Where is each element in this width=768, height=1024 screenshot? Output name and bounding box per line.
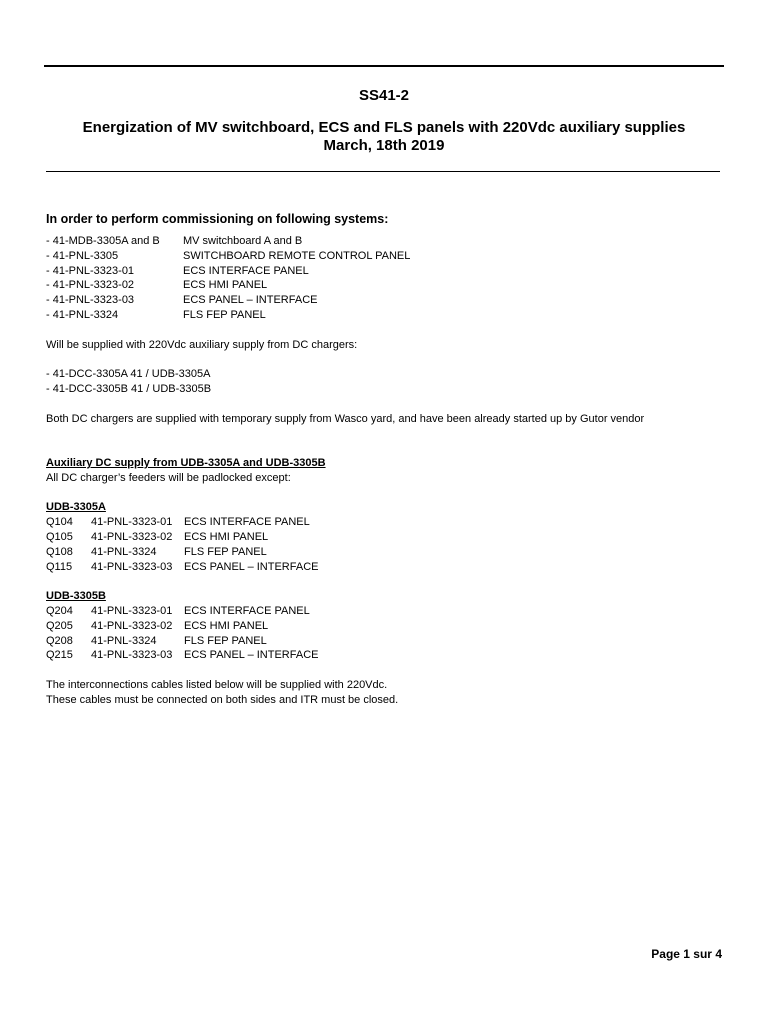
feeder-row xyxy=(46,619,726,634)
feeder-row xyxy=(46,604,726,619)
document-body xyxy=(46,210,726,708)
title-date: March, 18th 2019 xyxy=(323,137,445,154)
feeder-id: Q215 xyxy=(46,649,73,662)
feeder-panel: 41-PNL-3323-02 xyxy=(91,619,173,632)
feeder-desc: ECS INTERFACE PANEL xyxy=(184,516,310,529)
feeder-id: Q208 xyxy=(46,634,73,647)
feeder-row xyxy=(46,634,726,649)
spacer xyxy=(46,486,726,501)
spacer xyxy=(46,397,726,412)
system-tag: - 41-PNL-3324 xyxy=(46,308,119,321)
feeder-panel: 41-PNL-3323-01 xyxy=(91,516,173,529)
feeder-row xyxy=(46,560,726,575)
feeder-desc: ECS INTERFACE PANEL xyxy=(184,604,310,617)
charger-item: - 41-DCC-3305B 41 / UDB-3305B xyxy=(46,382,212,395)
system-desc: ECS INTERFACE PANEL xyxy=(183,264,309,277)
feeder-panel: 41-PNL-3323-02 xyxy=(91,530,173,543)
feeder-row xyxy=(46,545,726,560)
feeder-row xyxy=(46,515,726,530)
feeder-row xyxy=(46,648,726,663)
group-name: UDB-3305B xyxy=(46,590,106,603)
feeder-id: Q204 xyxy=(46,604,73,617)
feeder-desc: FLS FEP PANEL xyxy=(184,634,267,647)
feeder-row xyxy=(46,530,726,545)
aux-heading: Auxiliary DC supply from UDB-3305A and UDB-3305B xyxy=(46,456,326,469)
closing-line-2: These cables must be connected on both sides and ITR must be closed. xyxy=(46,693,399,706)
aux-subtext: All DC charger’s feeders will be padlocked except: xyxy=(46,471,291,484)
systems-list xyxy=(46,234,726,323)
system-row xyxy=(46,234,726,249)
feeder-id: Q205 xyxy=(46,619,73,632)
feeder-desc: ECS PANEL – INTERFACE xyxy=(184,560,319,573)
system-desc: MV switchboard A and B xyxy=(183,235,303,247)
charger-item: - 41-DCC-3305A 41 / UDB-3305A xyxy=(46,368,211,381)
feeder-id: Q115 xyxy=(46,560,73,573)
system-row xyxy=(46,264,726,279)
system-row xyxy=(46,249,726,264)
feeder-panel: 41-PNL-3323-03 xyxy=(91,560,173,573)
title-rule xyxy=(46,171,720,172)
system-tag: - 41-PNL-3305 xyxy=(46,249,119,262)
feeder-id: Q105 xyxy=(46,530,73,543)
intro-heading: In order to perform commissioning on following systems: xyxy=(46,212,389,226)
feeder-desc: ECS HMI PANEL xyxy=(184,619,269,632)
feeder-id: Q104 xyxy=(46,516,73,529)
group-name: UDB-3305A xyxy=(46,501,106,514)
document-code: SS41-2 xyxy=(358,87,410,104)
system-desc: ECS PANEL – INTERFACE xyxy=(183,294,318,307)
feeder-panel: 41-PNL-3324 xyxy=(91,545,157,558)
feeder-panel: 41-PNL-3323-03 xyxy=(91,649,173,662)
spacer xyxy=(46,323,726,338)
feeder-group-a xyxy=(46,500,726,574)
supply-text: Will be supplied with 220Vdc auxiliary supply from DC chargers: xyxy=(46,338,358,351)
system-desc: SWITCHBOARD REMOTE CONTROL PANEL xyxy=(183,249,411,262)
chargers-note: Both DC chargers are supplied with temporary supply from Wasco yard, and have been already started up by Gutor vendor xyxy=(46,412,645,425)
closing-line-1: The interconnections cables listed below will be supplied with 220Vdc. xyxy=(46,678,388,691)
document-title xyxy=(40,119,728,155)
system-tag: - 41-PNL-3323-02 xyxy=(46,279,135,292)
page-number: Page 1 sur 4 xyxy=(651,947,722,961)
system-row xyxy=(46,278,726,293)
feeder-desc: ECS PANEL – INTERFACE xyxy=(184,649,319,662)
system-tag: - 41-MDB-3305A and B xyxy=(46,235,160,247)
feeder-group-b xyxy=(46,589,726,663)
spacer xyxy=(46,663,726,678)
feeder-panel: 41-PNL-3324 xyxy=(91,634,157,647)
system-tag: - 41-PNL-3323-03 xyxy=(46,294,135,307)
feeder-desc: FLS FEP PANEL xyxy=(184,545,267,558)
feeder-panel: 41-PNL-3323-01 xyxy=(91,604,173,617)
system-desc: FLS FEP PANEL xyxy=(183,308,266,321)
feeder-desc: ECS HMI PANEL xyxy=(184,530,269,543)
spacer xyxy=(46,574,726,589)
title-line-1: Energization of MV switchboard, ECS and FLS panels with 220Vdc auxiliary supplies xyxy=(82,119,686,136)
spacer xyxy=(46,441,726,456)
spacer xyxy=(46,352,726,367)
spacer xyxy=(46,426,726,441)
system-desc: ECS HMI PANEL xyxy=(183,279,268,292)
system-tag: - 41-PNL-3323-01 xyxy=(46,264,135,277)
system-row xyxy=(46,293,726,308)
system-row xyxy=(46,308,726,323)
top-rule xyxy=(44,65,724,67)
feeder-id: Q108 xyxy=(46,545,73,558)
